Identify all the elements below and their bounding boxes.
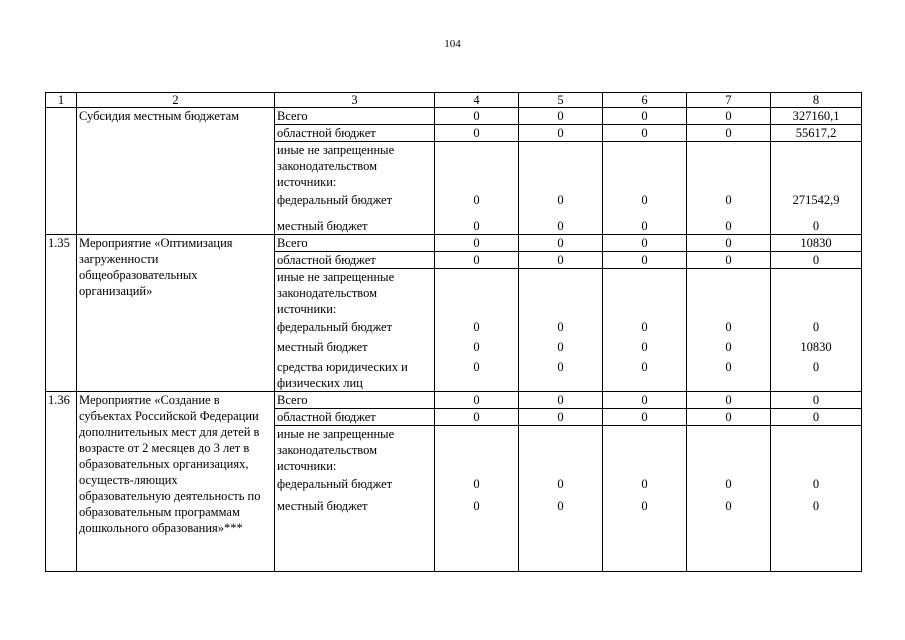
value-cell: 0: [473, 499, 480, 513]
item-number: 1.36: [46, 392, 77, 572]
value-cell: 0: [603, 125, 687, 142]
value-cell: 0: [557, 320, 564, 334]
source-label: иные не запрещенные законодательством источники:: [277, 427, 395, 473]
value-cell: 271542,9: [792, 193, 840, 207]
header-row: [46, 93, 862, 108]
header-cell: 2: [77, 93, 275, 108]
value-cell: 0: [641, 499, 648, 513]
header-cell: 8: [771, 93, 862, 108]
value-cell: 55617,2: [771, 125, 862, 142]
value-cell: 0: [603, 235, 687, 252]
value-group: [687, 142, 771, 235]
value-cell: 0: [812, 219, 820, 233]
value-cell: 10830: [800, 340, 832, 354]
value-cell: 0: [641, 477, 648, 491]
value-group: [771, 426, 862, 572]
value-cell: 0: [812, 499, 820, 513]
value-cell: 0: [687, 409, 771, 426]
value-cell: 0: [687, 392, 771, 409]
source-label: иные не запрещенные законодательством источники:: [277, 143, 395, 189]
value-cell: 0: [519, 108, 603, 125]
value-cell: 0: [812, 360, 820, 374]
item-number: [46, 108, 77, 235]
value-cell: 0: [641, 340, 648, 354]
header-cell: 5: [519, 93, 603, 108]
table-row: [46, 108, 862, 125]
value-cell: 0: [725, 477, 732, 491]
value-cell: 0: [687, 125, 771, 142]
value-group: [771, 142, 862, 235]
item-name: Мероприятие «Создание в субъектах Российской Федерации дополнительных мест для детей в возрасте от 2 месяцев до 3 лет в образовательных организациях, осуществ-ляющих образовательную деятельность по образовательным программам дошкольного образования»***: [77, 392, 275, 572]
source-label: областной бюджет: [275, 125, 435, 142]
value-cell: 0: [603, 409, 687, 426]
source-label: местный бюджет: [277, 499, 368, 513]
table-row: [46, 235, 862, 252]
source-label: Всего: [275, 108, 435, 125]
value-cell: 0: [725, 193, 732, 207]
value-group: [603, 426, 687, 572]
source-label: иные не запрещенные законодательством источники:: [277, 270, 395, 316]
item-name: Субсидия местным бюджетам: [77, 108, 275, 235]
value-cell: 0: [557, 193, 564, 207]
value-cell: 0: [557, 219, 564, 233]
value-group: [435, 269, 519, 392]
value-cell: 0: [603, 108, 687, 125]
value-cell: 0: [519, 409, 603, 426]
value-cell: 0: [519, 235, 603, 252]
value-cell: 0: [812, 320, 820, 334]
value-cell: 0: [687, 108, 771, 125]
value-cell: 0: [641, 219, 648, 233]
header-cell: 3: [275, 93, 435, 108]
value-cell: 0: [725, 320, 732, 334]
source-group: [275, 142, 435, 235]
header-cell: 7: [687, 93, 771, 108]
value-cell: 0: [435, 409, 519, 426]
value-cell: 0: [473, 360, 480, 374]
source-label: областной бюджет: [275, 252, 435, 269]
value-cell: 327160,1: [771, 108, 862, 125]
value-cell: 0: [557, 360, 564, 374]
source-label: федеральный бюджет: [277, 477, 393, 491]
header-cell: 1: [46, 93, 77, 108]
value-cell: 0: [519, 392, 603, 409]
item-name: Мероприятие «Оптимизация загруженности общеобразовательных организаций»: [77, 235, 275, 392]
value-cell: 0: [519, 125, 603, 142]
value-group: [603, 142, 687, 235]
value-cell: 0: [603, 252, 687, 269]
value-cell: 0: [557, 499, 564, 513]
header-cell: 4: [435, 93, 519, 108]
source-label: областной бюджет: [275, 409, 435, 426]
value-cell: 0: [557, 477, 564, 491]
value-cell: 0: [473, 320, 480, 334]
value-group: [435, 426, 519, 572]
value-cell: 0: [812, 477, 820, 491]
value-cell: 0: [473, 340, 480, 354]
value-group: [519, 269, 603, 392]
value-cell: 0: [435, 125, 519, 142]
source-label: средства юридических и физических лиц: [277, 360, 408, 390]
value-cell: 0: [435, 392, 519, 409]
source-label: федеральный бюджет: [277, 320, 393, 334]
value-cell: 0: [725, 499, 732, 513]
value-group: [519, 426, 603, 572]
source-label: Всего: [275, 235, 435, 252]
value-cell: 0: [725, 219, 732, 233]
value-cell: 0: [473, 193, 480, 207]
value-cell: 10830: [771, 235, 862, 252]
value-group: [603, 269, 687, 392]
value-cell: 0: [641, 320, 648, 334]
value-cell: 0: [557, 340, 564, 354]
item-number: 1.35: [46, 235, 77, 392]
source-group: [275, 426, 435, 572]
source-label: федеральный бюджет: [277, 193, 393, 207]
value-cell: 0: [519, 252, 603, 269]
value-cell: 0: [771, 392, 862, 409]
value-cell: 0: [687, 235, 771, 252]
value-group: [687, 269, 771, 392]
value-cell: 0: [641, 193, 648, 207]
value-cell: 0: [435, 252, 519, 269]
value-group: [687, 426, 771, 572]
value-cell: 0: [435, 235, 519, 252]
value-cell: 0: [771, 252, 862, 269]
header-cell: 6: [603, 93, 687, 108]
page-number: 104: [444, 38, 461, 50]
value-cell: 0: [473, 477, 480, 491]
value-cell: 0: [473, 219, 480, 233]
source-group: [275, 269, 435, 392]
table-row: [46, 392, 862, 409]
source-label: местный бюджет: [277, 340, 368, 354]
value-group: [771, 269, 862, 392]
budget-table: [45, 92, 862, 572]
value-cell: 0: [641, 360, 648, 374]
value-cell: 0: [603, 392, 687, 409]
value-cell: 0: [725, 340, 732, 354]
source-label: местный бюджет: [277, 219, 368, 233]
value-group: [435, 142, 519, 235]
value-cell: 0: [771, 409, 862, 426]
source-label: Всего: [275, 392, 435, 409]
value-group: [519, 142, 603, 235]
value-cell: 0: [725, 360, 732, 374]
value-cell: 0: [687, 252, 771, 269]
value-cell: 0: [435, 108, 519, 125]
